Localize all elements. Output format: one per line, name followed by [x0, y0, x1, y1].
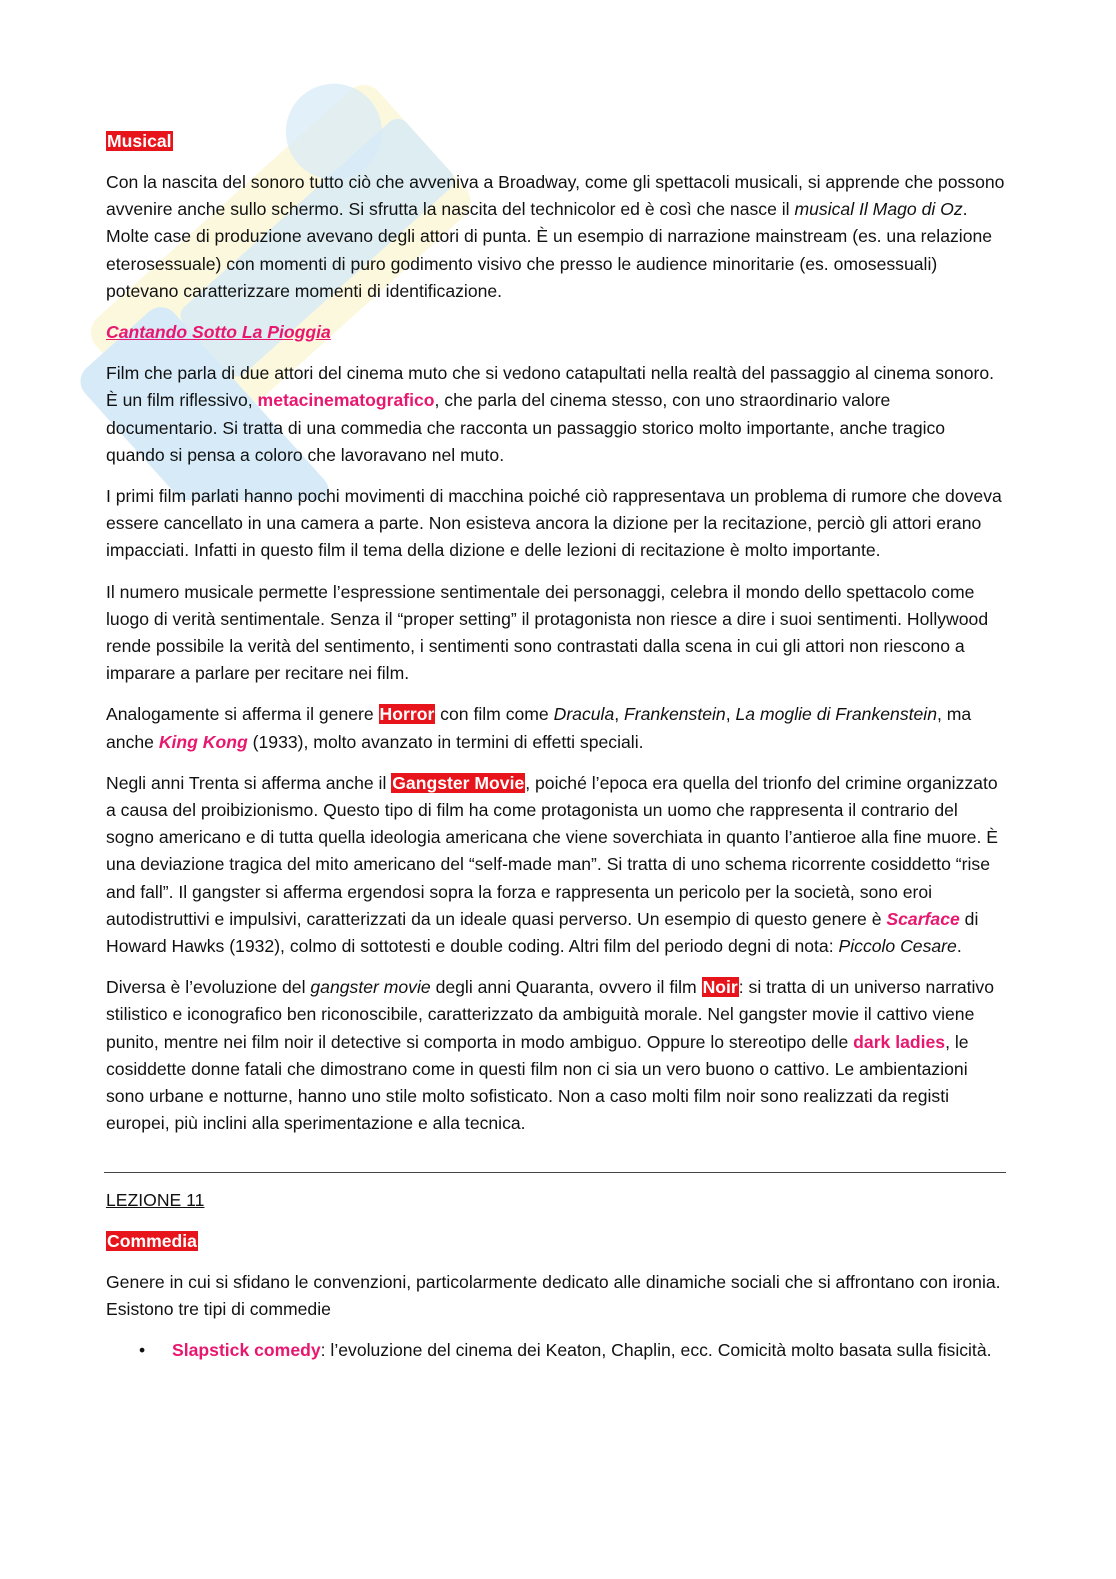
text-run: : l’evoluzione del cinema dei Keaton, Chaplin, ecc. Comicità molto basata sulla fisicità. — [320, 1340, 992, 1361]
text-run: Negli anni Trenta si afferma anche il — [106, 772, 392, 793]
genre-tag-gangster: Gangster Movie — [392, 772, 525, 793]
text-run: , che parla del cinema stesso, con uno straordinario valore documentario. Si tratta di una commedia che racconta un passaggio storico molto importante, anche tragico quando si pensa a coloro che lavoravano nel muto. — [106, 390, 946, 465]
bullet-icon: • — [139, 1340, 146, 1361]
horror-paragraph — [106, 701, 1006, 755]
text-run: Film che parla di due attori del cinema muto che si vedono catapultati nella realtà del passaggio al cinema sonoro. È un film riflessivo, — [106, 363, 995, 411]
text-run: , poiché l’epoca era quella del trionfo del crimine organizzato a causa del proibizionismo. Questo tipo di film ha come protagonista un uomo che rappresenta il contrario del sogno americano e di tutta quella ideologia americana che viene soverchiata in quanto l’antieroe alla fine muore. È una deviazione tragica del mito americano del “self-made man”. Si tratta di uno schema ricorrente cosiddetto “rise and fall”. Il gangster si afferma ergendosi sopra la forza e rappresenta un pericolo per la società, sono eroi autodistruttivi e impulsivi, caratterizzati da un ideale quasi perverso. Un esempio di questo genere è — [106, 772, 998, 929]
commedia-types-list — [106, 1337, 1006, 1364]
text-run: Analogamente si afferma il genere — [106, 704, 379, 725]
section-heading-musical — [106, 128, 1006, 155]
list-item — [139, 1337, 1006, 1364]
text-run: . Molte case di produzione avevano degli attori di punta. È un esempio di narrazione mainstream (es. una relazione eterosessuale) con momenti di puro godimento visivo che presso le audience minoritarie (es. omosessuali) potevano caratterizzare momenti di identificazione. — [106, 199, 993, 301]
commedia-paragraph: Genere in cui si sfidano le convenzioni, particolarmente dedicato alle dinamiche sociali che si affrontano con ironia. Esistono tre tipi di commedie — [106, 1271, 1001, 1319]
genre-term: gangster movie — [310, 977, 431, 998]
text-run: (1933), molto avanzato in termini di effetti speciali. — [247, 731, 644, 752]
cantando-paragraph-1 — [106, 360, 1006, 469]
text-run: con film come — [435, 704, 554, 725]
film-title-scarface: Scarface — [886, 908, 960, 929]
lesson-label: LEZIONE 11 — [106, 1189, 205, 1210]
film-title: Frankenstein — [624, 704, 726, 725]
cantando-title: Cantando Sotto La Pioggia — [106, 322, 331, 343]
noir-paragraph — [106, 974, 1006, 1137]
genre-tag-noir: Noir — [702, 977, 738, 998]
text-run: . — [956, 936, 962, 957]
text-run: : si tratta di un universo narrativo stilistico e iconografico ben riconoscibile, caratterizzato da ambiguità morale. Nel gangster movie il cattivo viene punito, mentre nei film noir il detective si comporta in modo ambiguo. Oppure lo stereotipo delle — [106, 977, 994, 1052]
musical-paragraph — [106, 169, 1006, 305]
cantando-paragraph-2: I primi film parlati hanno pochi movimenti di macchina poiché ciò rappresentava un problema di rumore che doveva essere cancellato in una camera a parte. Non esisteva ancora la dizione per la recitazione, perciò gli attori erano impacciati. Infatti in questo film il tema della dizione e delle lezioni di recitazione è molto importante. — [106, 486, 1002, 561]
text-run: , — [614, 704, 625, 725]
term-slapstick: Slapstick comedy — [172, 1340, 321, 1361]
text-run: , — [725, 704, 736, 725]
film-title: musical Il Mago di Oz — [794, 199, 963, 220]
cantando-paragraph-3: Il numero musicale permette l’espressione sentimentale dei personaggi, celebra il mondo dello spettacolo come luogo di verità sentimentale. Senza il “proper setting” il protagonista non riesce a dire i suoi sentimenti. Hollywood rende possibile la verità del sentimento, i sentimenti sono contrastati dalla scena in cui gli attori non riescono a imparare a parlare per recitare nei film. — [106, 581, 989, 684]
musical-heading: Musical — [107, 131, 172, 151]
text-run: degli anni Quaranta, ovvero il film — [430, 977, 702, 998]
document-page — [106, 128, 1006, 1364]
genre-tag-horror: Horror — [379, 704, 435, 725]
cantando-heading-line — [106, 319, 1006, 346]
film-title: La moglie di Frankenstein — [735, 704, 937, 725]
section-divider — [104, 1172, 1006, 1173]
text-run: di Howard Hawks (1932), colmo di sottotesti e double coding. Altri film del periodo degni di nota: — [106, 908, 979, 957]
lesson-label-line — [106, 1187, 1006, 1214]
section-heading-commedia — [106, 1228, 1006, 1255]
commedia-heading: Commedia — [107, 1230, 197, 1251]
film-title: Dracula — [553, 704, 615, 725]
text-run: Con la nascita del sonoro tutto ciò che avveniva a Broadway, come gli spettacoli musicali, si apprende che possono avvenire anche sullo schermo. Si sfrutta la nascita del technicolor ed è così che nasce il — [106, 172, 1005, 220]
text-run: , le cosiddette donne fatali che dimostrano come in questi film non ci sia un vero buono o cattivo. Le ambientazioni sono urbane e notturne, hanno uno stile molto sofisticato. Non a caso molti film noir sono realizzati da registi europei, più inclini alla sperimentazione e alla tecnica. — [106, 1031, 969, 1134]
film-title-king-kong: King Kong — [158, 731, 248, 752]
film-title: Piccolo Cesare — [838, 936, 957, 957]
text-run: , ma anche — [106, 704, 972, 752]
term-metacinematografico: metacinematografico — [257, 390, 435, 411]
term-dark-ladies: dark ladies — [853, 1031, 946, 1052]
text-run: Diversa è l’evoluzione del — [106, 977, 311, 998]
gangster-paragraph — [106, 770, 1006, 960]
